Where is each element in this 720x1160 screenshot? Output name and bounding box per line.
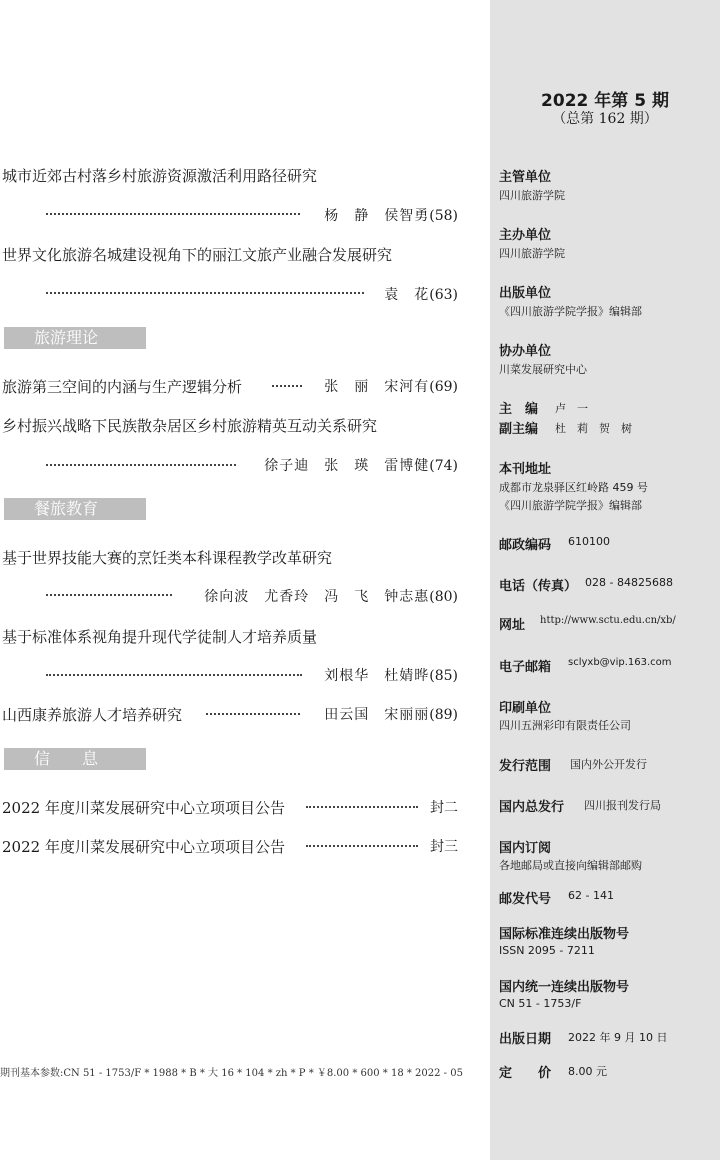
article-title[interactable]: 世界文化旅游名城建设视角下的丽江文旅产业融合发展研究 [2, 246, 393, 264]
info-value: 国内外公开发行 [570, 758, 647, 771]
info-label: 邮政编码 [499, 538, 552, 553]
article-byline [204, 586, 458, 606]
info-label: 国内总发行 [499, 800, 565, 815]
article-authors: 杨 静 侯智勇 [324, 208, 430, 224]
journal-parameters: 期刊基本参数:CN 51 - 1753/F * 1988 * B * 大 16 * 104 * zh * P * ￥8.00 * 600 * 18 * 2022 - 05 [0, 1068, 463, 1079]
dot-leader [46, 593, 172, 596]
dot-leader [46, 463, 236, 466]
info-value: 卢 一 [555, 402, 588, 415]
info-label: 发行范围 [499, 759, 552, 774]
section-heading: 餐旅教育 [4, 498, 146, 520]
article-title[interactable]: 旅游第三空间的内涵与生产逻辑分析 [2, 378, 243, 396]
info-label: 电话（传真） [499, 579, 578, 594]
section-heading: 旅游理论 [4, 327, 146, 349]
section-heading: 信 息 [4, 748, 146, 770]
info-label: 主管单位 [499, 170, 552, 185]
article-byline [384, 284, 458, 304]
info-label: 主 编 [499, 402, 539, 417]
article-page: (89) [429, 707, 458, 723]
article-byline [264, 455, 458, 475]
info-label: 协办单位 [499, 344, 552, 359]
dot-leader [206, 712, 300, 715]
article-byline [324, 376, 458, 396]
info-value: 川菜发展研究中心 [499, 363, 587, 376]
article-authors: 刘根华 杜婧晔 [324, 668, 430, 684]
info-label: 国内统一连续出版物号 [499, 980, 630, 995]
info-value: 62 - 141 [568, 889, 614, 902]
info-value: 8.00 元 [568, 1065, 607, 1078]
dot-leader [272, 384, 302, 387]
notice-title[interactable]: 2022 年度川菜发展研究中心立项项目公告 [2, 838, 285, 856]
info-value: 2022 年 9 月 10 日 [568, 1031, 668, 1044]
info-value: 各地邮局或直接向编辑部邮购 [499, 859, 642, 872]
article-page: (85) [429, 668, 458, 684]
info-value: 028 - 84825688 [585, 576, 673, 589]
info-label: 网址 [499, 618, 526, 633]
article-page: (74) [429, 458, 458, 474]
article-authors: 徐子迪 张 瑛 雷博健 [264, 458, 430, 474]
info-value: ISSN 2095 - 7211 [499, 944, 595, 957]
notice-page: 封三 [430, 839, 458, 855]
info-label: 国内订阅 [499, 841, 552, 856]
article-authors: 田云国 宋丽丽 [324, 707, 430, 723]
dot-leader [46, 673, 302, 676]
info-label: 本刊地址 [499, 462, 552, 477]
article-title[interactable]: 基于世界技能大赛的烹饪类本科课程教学改革研究 [2, 549, 333, 567]
info-value-line2: 《四川旅游学院学报》编辑部 [499, 499, 642, 512]
info-label: 国际标准连续出版物号 [499, 927, 630, 942]
info-label: 出版日期 [499, 1032, 552, 1047]
info-value: CN 51 - 1753/F [499, 997, 582, 1010]
article-title[interactable]: 山西康养旅游人才培养研究 [2, 706, 183, 724]
website-link[interactable]: http://www.sctu.edu.cn/xb/ [540, 615, 676, 626]
info-label: 定 价 [499, 1066, 552, 1081]
article-page: (58) [429, 208, 458, 224]
info-label: 印刷单位 [499, 701, 552, 716]
article-authors: 张 丽 宋河有 [324, 379, 430, 395]
info-label: 主办单位 [499, 228, 552, 243]
notice-page: 封二 [430, 800, 458, 816]
info-value: 四川旅游学院 [499, 247, 565, 260]
dot-leader [306, 844, 418, 847]
article-byline [324, 205, 458, 225]
article-page: (80) [429, 589, 458, 605]
article-page: (69) [429, 379, 458, 395]
issue-number: 2022 年第 5 期 [541, 91, 669, 111]
dot-leader [46, 212, 300, 215]
info-value: 四川五洲彩印有限责任公司 [499, 719, 631, 732]
info-value: 610100 [568, 535, 610, 548]
article-authors: 袁 花 [384, 287, 430, 303]
article-title[interactable]: 基于标准体系视角提升现代学徒制人才培养质量 [2, 628, 318, 646]
dot-leader [306, 805, 418, 808]
info-label: 出版单位 [499, 286, 552, 301]
article-byline [324, 665, 458, 685]
article-page: (63) [429, 287, 458, 303]
article-byline [324, 704, 458, 724]
info-value: 四川旅游学院 [499, 189, 565, 202]
info-value: 杜 莉 贺 树 [555, 422, 632, 435]
info-label: 邮发代号 [499, 892, 552, 907]
issue-total-number: （总第 162 期） [552, 111, 658, 127]
email-link[interactable]: sclyxb@vip.163.com [568, 657, 672, 668]
info-value: 四川报刊发行局 [584, 799, 661, 812]
article-title[interactable]: 城市近郊古村落乡村旅游资源激活利用路径研究 [2, 167, 318, 185]
article-authors: 徐向波 尤香玲 冯 飞 钟志惠 [204, 589, 430, 605]
article-title[interactable]: 乡村振兴战略下民族散杂居区乡村旅游精英互动关系研究 [2, 417, 378, 435]
info-value: 成都市龙泉驿区红岭路 459 号 [499, 481, 648, 494]
dot-leader [46, 291, 364, 294]
info-label: 电子邮箱 [499, 660, 552, 675]
info-label: 副主编 [499, 422, 539, 437]
info-value: 《四川旅游学院学报》编辑部 [499, 305, 642, 318]
notice-title[interactable]: 2022 年度川菜发展研究中心立项项目公告 [2, 799, 285, 817]
